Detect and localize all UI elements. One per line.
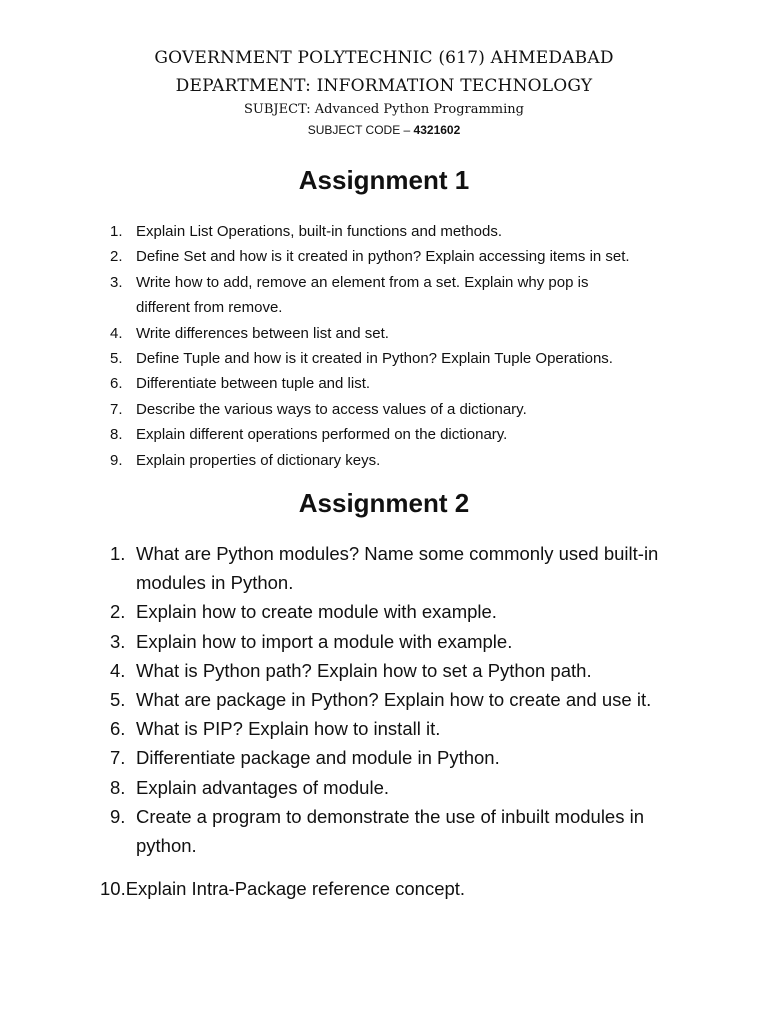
item-number: 9. xyxy=(110,451,123,469)
item-text: Create a program to demonstrate the use of inbuilt modules in xyxy=(136,805,645,827)
assignment-2-list xyxy=(110,539,710,860)
item-number: 2. xyxy=(110,601,126,623)
assignment-1-list xyxy=(110,219,690,473)
item-number: 5. xyxy=(110,350,123,368)
subject-code-line xyxy=(0,123,768,137)
item-text: Explain List Operations, built-in functions and methods. xyxy=(136,223,503,240)
item-text-continued: python. xyxy=(136,835,197,857)
institute-heading: GOVERNMENT POLYTECHNIC (617) AHMEDABAD xyxy=(154,48,614,68)
item-number: 1. xyxy=(110,543,126,564)
list-item xyxy=(110,346,690,371)
item-number: 8. xyxy=(110,776,126,798)
item-number: 6. xyxy=(110,718,126,740)
list-item xyxy=(110,714,710,743)
department-heading: DEPARTMENT: INFORMATION TECHNOLOGY xyxy=(175,76,593,96)
list-item xyxy=(110,802,710,860)
item-number: 6. xyxy=(110,375,123,393)
list-item xyxy=(110,539,710,597)
subject-line: SUBJECT: Advanced Python Programming xyxy=(244,102,524,117)
item-text: Explain properties of dictionary keys. xyxy=(136,451,381,469)
item-number: 2. xyxy=(110,248,123,266)
list-item xyxy=(110,422,690,447)
item-text: Explain how to import a module with example. xyxy=(136,630,513,652)
assignment-2-title: Assignment 2 xyxy=(298,488,470,518)
item-number: 3. xyxy=(110,630,126,652)
list-item xyxy=(110,448,690,473)
item-text: Define Tuple and how is it created in Python? Explain Tuple Operations. xyxy=(136,350,613,368)
item-number: 9. xyxy=(110,805,126,827)
item-text: Explain different operations performed on the dictionary. xyxy=(136,426,508,444)
list-item xyxy=(110,743,710,772)
item-text: Explain how to create module with example. xyxy=(136,601,497,623)
subject-code-value: 4321602 xyxy=(413,123,461,137)
item-text: Differentiate package and module in Python. xyxy=(136,747,500,769)
item-text: What are Python modules? Name some commonly used built-in xyxy=(136,543,659,564)
list-item xyxy=(110,597,710,626)
list-item xyxy=(110,321,690,346)
item-number: 4. xyxy=(110,324,123,342)
list-item xyxy=(110,773,710,802)
item-text: Write differences between list and set. xyxy=(136,324,389,342)
list-item xyxy=(110,627,710,656)
item-number: 8. xyxy=(110,426,123,444)
item-text: Explain advantages of module. xyxy=(136,776,390,798)
assignment-2-item-10: 10.Explain Intra-Package reference concept. xyxy=(100,878,466,899)
item-text: What is Python path? Explain how to set a Python path. xyxy=(136,659,592,681)
item-text: What is PIP? Explain how to install it. xyxy=(136,718,441,740)
item-text: Define Set and how is it created in python? Explain accessing items in set. xyxy=(136,248,630,266)
list-item xyxy=(110,270,690,321)
subject-code-label: SUBJECT CODE – xyxy=(307,123,414,137)
item-number: 4. xyxy=(110,659,126,681)
item-number: 1. xyxy=(110,223,123,240)
item-number: 7. xyxy=(110,400,123,418)
list-item xyxy=(110,397,690,422)
item-number: 5. xyxy=(110,689,126,711)
item-text-continued: different from remove. xyxy=(136,299,283,317)
assignment-1-title: Assignment 1 xyxy=(298,165,470,195)
list-item xyxy=(110,371,690,396)
list-item xyxy=(110,685,710,714)
item-number: 7. xyxy=(110,747,126,769)
item-text-continued: modules in Python. xyxy=(136,572,294,594)
list-item xyxy=(110,656,710,685)
item-text: Describe the various ways to access values of a dictionary. xyxy=(136,400,527,418)
list-item xyxy=(110,244,690,269)
item-text: What are package in Python? Explain how to create and use it. xyxy=(136,689,652,711)
item-text: Differentiate between tuple and list. xyxy=(136,375,371,393)
item-number: 3. xyxy=(110,273,123,291)
item-text: Write how to add, remove an element from a set. Explain why pop is xyxy=(136,273,589,291)
list-item xyxy=(110,219,690,244)
